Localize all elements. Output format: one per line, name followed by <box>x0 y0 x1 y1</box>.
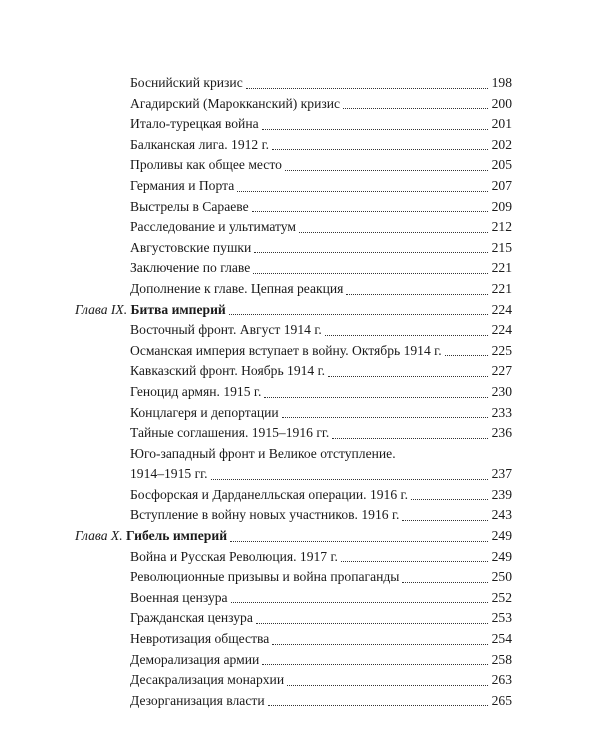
section-title: Балканская лига. 1912 г. <box>130 137 272 152</box>
section-title: Дезорганизация власти <box>130 693 268 708</box>
page-number: 224 <box>489 320 512 341</box>
toc-section-entry <box>0 155 600 176</box>
section-title: Боснийский кризис <box>130 75 246 90</box>
dot-leader <box>264 397 512 398</box>
section-title: Военная цензура <box>130 590 231 605</box>
page-number: 265 <box>489 691 512 712</box>
dot-leader <box>231 602 512 603</box>
section-title: Агадирский (Марокканский) кризис <box>130 96 343 111</box>
section-title: Деморализация армии <box>130 652 262 667</box>
section-title: Война и Русская Революция. 1917 г. <box>130 549 341 564</box>
section-title: Босфорская и Дарданелльская операции. 1916 г. <box>130 487 411 502</box>
section-title: Османская империя вступает в войну. Октябрь 1914 г. <box>130 343 445 358</box>
toc-section-entry <box>0 691 600 712</box>
toc-section-entry <box>0 135 600 156</box>
dot-leader <box>262 664 512 665</box>
page-number: 202 <box>489 135 512 156</box>
toc-section-entry <box>0 320 600 341</box>
dot-leader <box>268 705 512 706</box>
toc-section-entry <box>0 567 600 588</box>
dot-leader <box>343 108 512 109</box>
section-title: Дополнение к главе. Цепная реакция <box>130 281 346 296</box>
dot-leader <box>325 335 512 336</box>
page-number: 201 <box>489 114 512 135</box>
dot-leader <box>272 644 512 645</box>
toc-section-entry <box>0 382 600 403</box>
chapter-label: Глава X. <box>75 528 123 544</box>
page-number: 200 <box>489 94 512 115</box>
section-title: Революционные призывы и война пропаганды <box>130 569 402 584</box>
toc-section-entry <box>0 73 600 94</box>
section-title: Тайные соглашения. 1915–1916 гг. <box>130 425 332 440</box>
toc-chapter-entry <box>0 526 600 547</box>
section-title: Восточный фронт. Август 1914 г. <box>130 322 325 337</box>
toc-section-entry <box>0 485 600 506</box>
toc-chapter-entry <box>0 300 600 321</box>
toc-section-entry <box>0 94 600 115</box>
page-number: 239 <box>489 485 512 506</box>
page-number: 243 <box>489 505 512 526</box>
section-title: Невротизация общества <box>130 631 272 646</box>
page-number: 249 <box>489 547 512 568</box>
page-number: 253 <box>489 608 512 629</box>
dot-leader <box>287 685 512 686</box>
dot-leader <box>230 541 512 542</box>
toc-section-entry <box>0 629 600 650</box>
page-number: 254 <box>489 629 512 650</box>
dot-leader <box>246 88 512 89</box>
section-title: Августовские пушки <box>130 240 254 255</box>
toc-section-entry <box>0 505 600 526</box>
toc-section-entry <box>0 608 600 629</box>
section-title: Кавказский фронт. Ноябрь 1914 г. <box>130 363 328 378</box>
page-number: 250 <box>489 567 512 588</box>
section-title: Расследование и ультиматум <box>130 219 299 234</box>
section-title: Десакрализация монархии <box>130 672 287 687</box>
page-number: 224 <box>489 300 512 321</box>
section-title: Концлагеря и депортации <box>130 405 282 420</box>
toc-section-entry <box>0 279 600 300</box>
toc-section-entry <box>0 423 600 444</box>
page-number: 227 <box>489 361 512 382</box>
dot-leader <box>262 129 512 130</box>
toc-section-entry <box>0 114 600 135</box>
toc-section-entry <box>0 258 600 279</box>
dot-leader <box>285 170 512 171</box>
section-title: Гражданская цензура <box>130 610 256 625</box>
chapter-label: Глава IX. <box>75 301 128 317</box>
section-title: Германия и Порта <box>130 178 237 193</box>
section-title: 1914–1915 гг. <box>130 466 211 481</box>
toc-section-entry <box>0 341 600 362</box>
toc-section-entry <box>0 197 600 218</box>
dot-leader <box>346 294 512 295</box>
table-of-contents <box>0 73 600 711</box>
page-number: 198 <box>489 73 512 94</box>
page-number: 209 <box>489 197 512 218</box>
dot-leader <box>328 376 512 377</box>
page-number: 252 <box>489 588 512 609</box>
toc-section-entry <box>0 176 600 197</box>
page-number: 249 <box>489 526 512 547</box>
dot-leader <box>253 273 512 274</box>
toc-section-entry <box>0 238 600 259</box>
toc-section-entry <box>0 547 600 568</box>
toc-section-entry <box>0 588 600 609</box>
page-number: 225 <box>489 341 512 362</box>
page-number: 212 <box>489 217 512 238</box>
chapter-heading <box>75 302 229 317</box>
toc-section-entry <box>0 464 600 485</box>
section-title: Итало-турецкая война <box>130 116 262 131</box>
page-number: 230 <box>489 382 512 403</box>
dot-leader <box>272 149 512 150</box>
page-number: 233 <box>489 403 512 424</box>
toc-section-entry <box>0 650 600 671</box>
section-title: Проливы как общее место <box>130 157 285 172</box>
dot-leader <box>211 479 512 480</box>
section-title: Заключение по главе <box>130 260 253 275</box>
page-number: 237 <box>489 464 512 485</box>
toc-section-entry <box>0 361 600 382</box>
chapter-heading <box>75 528 230 543</box>
page-number: 258 <box>489 650 512 671</box>
section-title: Выстрелы в Сараеве <box>130 199 252 214</box>
dot-leader <box>229 314 512 315</box>
dot-leader <box>299 232 512 233</box>
toc-section-entry <box>0 670 600 691</box>
dot-leader <box>237 191 512 192</box>
page-number: 236 <box>489 423 512 444</box>
page-number: 221 <box>489 258 512 279</box>
dot-leader <box>341 561 512 562</box>
toc-section-entry <box>0 444 600 465</box>
page-number: 205 <box>489 155 512 176</box>
dot-leader <box>332 438 512 439</box>
dot-leader <box>254 252 512 253</box>
page-number: 221 <box>489 279 512 300</box>
page-number: 263 <box>489 670 512 691</box>
dot-leader <box>256 623 512 624</box>
chapter-title: Битва империй <box>130 301 226 317</box>
section-title: Вступление в войну новых участников. 1916 г. <box>130 507 402 522</box>
dot-leader <box>282 417 512 418</box>
toc-section-entry <box>0 403 600 424</box>
section-title: Юго-западный фронт и Великое отступление. <box>130 446 399 461</box>
page-number: 207 <box>489 176 512 197</box>
section-title: Геноцид армян. 1915 г. <box>130 384 264 399</box>
dot-leader <box>252 211 512 212</box>
toc-section-entry <box>0 217 600 238</box>
page-number: 215 <box>489 238 512 259</box>
chapter-title: Гибель империй <box>126 528 228 544</box>
